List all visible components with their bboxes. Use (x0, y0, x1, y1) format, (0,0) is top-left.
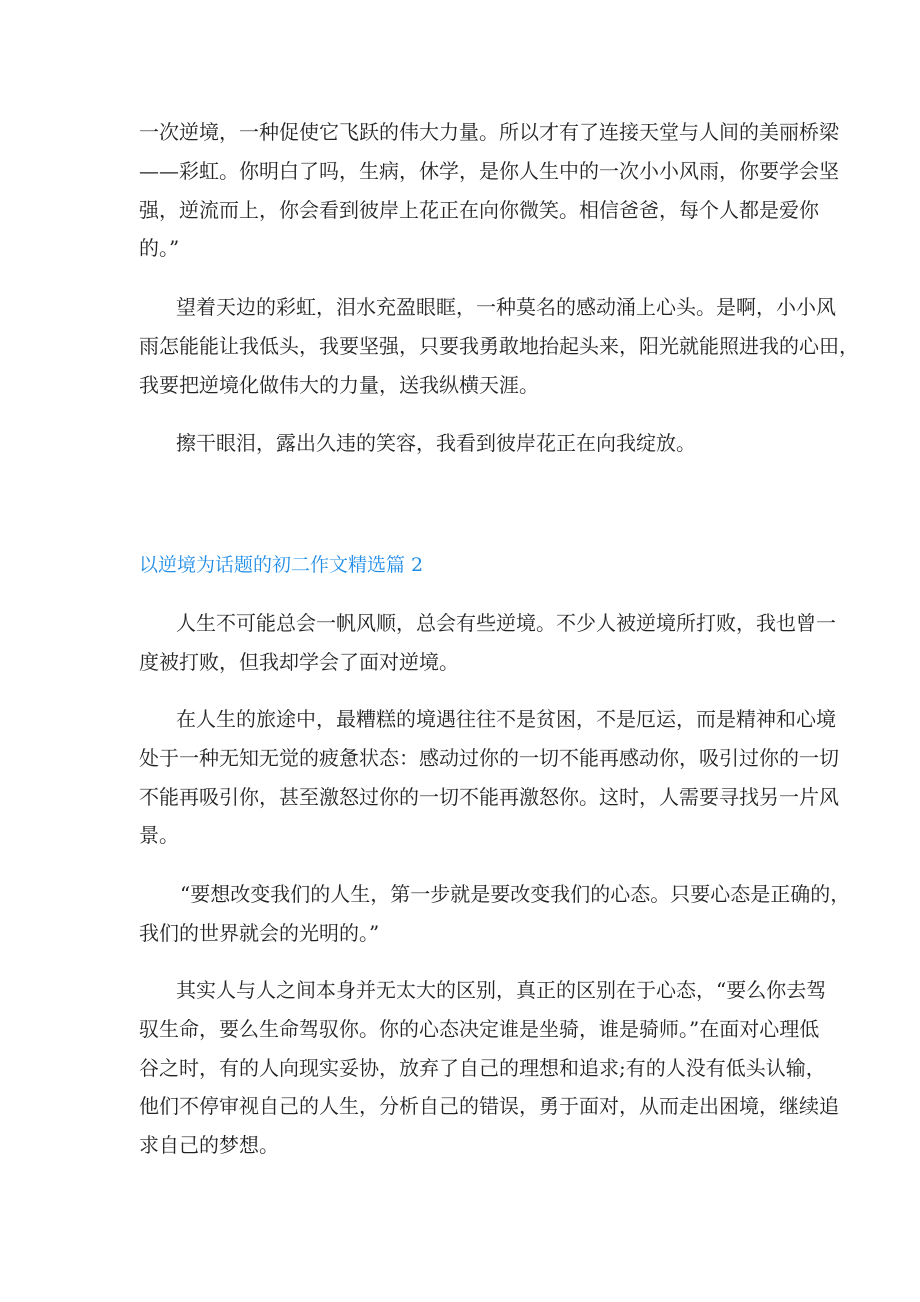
paragraph-7 (139, 971, 839, 1165)
text-line: 强，逆流而上，你会看到彼岸上花正在向你微笑。相信爸爸，每个人都是爱你 (139, 197, 819, 222)
paragraph-1 (139, 113, 839, 268)
text-line: 一次逆境，一种促使它飞跃的伟大力量。所以才有了连接天堂与人间的美丽桥梁 (139, 120, 839, 144)
text-line: 景。 (139, 823, 179, 848)
paragraph-5 (139, 700, 839, 855)
text-line: 我们的世界就会的光明的。” (139, 920, 380, 945)
text-line: 的。” (139, 236, 180, 261)
section-title: 以逆境为话题的初二作文精选篇 2 (139, 554, 424, 576)
paragraph-2 (139, 288, 859, 404)
text-line: 人生不可能总会一帆风顺，总会有些逆境。不少人被逆境所打败，我也曾一 (176, 611, 836, 635)
text-line: ——彩虹。你明白了吗，生病，休学，是你人生中的一次小小风雨，你要学会坚 (139, 158, 839, 183)
text-line: 他们不停审视自己的人生，分析自己的错误，勇于面对，从而走出困境，继续追 (139, 1094, 839, 1119)
text-line: 我要把逆境化做伟大的力量，送我纵横天涯。 (139, 372, 539, 397)
text-line: 擦干眼泪，露出久违的笑容，我看到彼岸花正在向我绽放。 (176, 431, 696, 455)
text-line: 处于一种无知无觉的疲惫状态：感动过你的一切不能再感动你，吸引过你的一切 (139, 745, 839, 770)
text-line: 驭生命，要么生命驾驭你。你的心态决定谁是坐骑，谁是骑师。”在面对心理低 (139, 1016, 820, 1041)
text-line: 望着天边的彩虹，泪水充盈眼眶，一种莫名的感动涌上心头。是啊，小小风 (176, 295, 836, 319)
text-line: 在人生的旅途中，最糟糕的境遇往往不是贫困，不是厄运，而是精神和心境 (176, 707, 836, 731)
text-line: 不能再吸引你，甚至激怒过你的一切不能再激怒你。这时，人需要寻找另一片风 (139, 784, 839, 809)
text-line: 求自己的梦想。 (139, 1133, 279, 1158)
text-line: 其实人与人之间本身并无太大的区别，真正的区别在于心态，“要么你去驾 (176, 978, 827, 1002)
text-line: 雨怎能能让我低头，我要坚强，只要我勇敢地抬起头来，阳光就能照进我的心田， (139, 333, 859, 358)
text-line: 度被打败，但我却学会了面对逆境。 (139, 649, 459, 674)
paragraph-3 (139, 424, 787, 463)
paragraph-4 (139, 604, 836, 682)
text-line: 谷之时，有的人向现实妥协，放弃了自己的理想和追求;有的人没有低头认输， (139, 1055, 826, 1080)
text-line: “要想改变我们的人生，第一步就是要改变我们的心态。只要心态是正确的， (180, 882, 851, 906)
paragraph-6 (139, 875, 851, 953)
